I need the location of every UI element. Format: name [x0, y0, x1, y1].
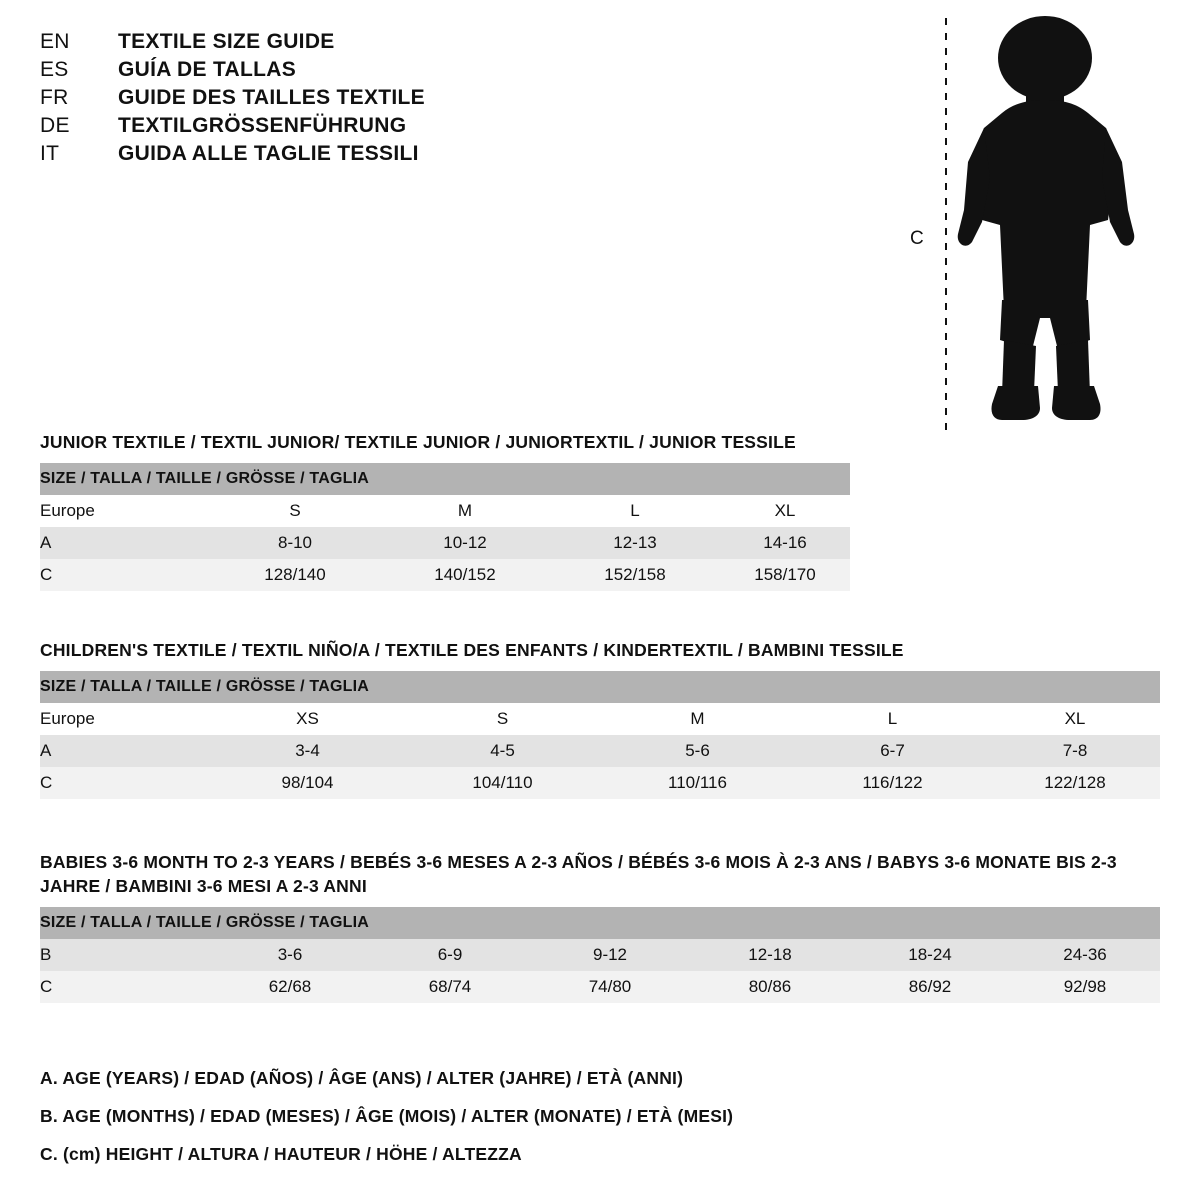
- header-row-de: [40, 114, 800, 138]
- header-row-es: [40, 58, 800, 82]
- cell-value: 14-16: [720, 527, 850, 559]
- cell-value: 10-12: [380, 527, 550, 559]
- cell-value: 7-8: [990, 735, 1160, 767]
- cell-value: 104/110: [405, 767, 600, 799]
- legend-item-c: C. (cm) HEIGHT / ALTURA / HAUTEUR / HÖHE / ALTEZZA: [40, 1144, 522, 1164]
- cell-value: 68/74: [370, 971, 530, 1003]
- section-children-textile: [40, 638, 1160, 799]
- language-code-fr: FR: [40, 86, 69, 109]
- row-label-b: B: [40, 939, 210, 971]
- cell-value: 110/116: [600, 767, 795, 799]
- cell-value: 86/92: [850, 971, 1010, 1003]
- cell-value: XL: [990, 703, 1160, 735]
- row-label-c: C: [40, 559, 210, 591]
- row-label-europe: Europe: [40, 703, 210, 735]
- cell-value: 6-9: [370, 939, 530, 971]
- section-babies-textile: [40, 850, 1160, 1003]
- cell-value: 3-6: [210, 939, 370, 971]
- cell-value: 116/122: [795, 767, 990, 799]
- language-code-it: IT: [40, 142, 60, 165]
- row-label-a: A: [40, 527, 210, 559]
- section-junior-textile: [40, 430, 1160, 591]
- cell-value: 9-12: [530, 939, 690, 971]
- header-row-en: [40, 30, 800, 54]
- table-band-header: [40, 463, 850, 495]
- row-label-c: C: [40, 971, 210, 1003]
- header-title-es: GUÍA DE TALLAS: [118, 58, 297, 81]
- table-row: [40, 703, 1160, 735]
- cell-value: 128/140: [210, 559, 380, 591]
- height-marker-label: C: [910, 228, 924, 249]
- cell-value: 152/158: [550, 559, 720, 591]
- header-row-it: [40, 142, 800, 166]
- legend-item-a: A. AGE (YEARS) / EDAD (AÑOS) / ÂGE (ANS) / ALTER (JAHRE) / ETÀ (ANNI): [40, 1068, 684, 1088]
- language-code-es: ES: [40, 58, 69, 81]
- table-row: [40, 971, 1160, 1003]
- band-label-babies: SIZE / TALLA / TAILLE / GRÖSSE / TAGLIA: [40, 907, 1160, 939]
- cell-value: S: [210, 495, 380, 527]
- header-title-it: GUIDA ALLE TAGLIE TESSILI: [118, 142, 419, 165]
- children-size-table: [40, 671, 1160, 799]
- cell-value: 5-6: [600, 735, 795, 767]
- cell-value: 3-4: [210, 735, 405, 767]
- child-silhouette-icon: [940, 10, 1150, 430]
- cell-value: 92/98: [1010, 971, 1160, 1003]
- cell-value: 158/170: [720, 559, 850, 591]
- cell-value: S: [405, 703, 600, 735]
- cell-value: L: [795, 703, 990, 735]
- cell-value: M: [600, 703, 795, 735]
- cell-value: L: [550, 495, 720, 527]
- header-title-fr: GUIDE DES TAILLES TEXTILE: [118, 86, 425, 109]
- language-code-de: DE: [40, 114, 70, 137]
- cell-value: XL: [720, 495, 850, 527]
- height-measurement-figure: [900, 10, 1180, 430]
- band-label-children: SIZE / TALLA / TAILLE / GRÖSSE / TAGLIA: [40, 671, 1160, 703]
- section-title-junior: JUNIOR TEXTILE / TEXTIL JUNIOR/ TEXTILE JUNIOR / JUNIORTEXTIL / JUNIOR TESSILE: [40, 432, 796, 452]
- cell-value: 8-10: [210, 527, 380, 559]
- table-row: [40, 495, 850, 527]
- table-band-header: [40, 907, 1160, 939]
- language-code-en: EN: [40, 30, 70, 53]
- junior-size-table: [40, 463, 850, 591]
- cell-value: 4-5: [405, 735, 600, 767]
- table-row: [40, 767, 1160, 799]
- babies-size-table: [40, 907, 1160, 1003]
- table-row: [40, 939, 1160, 971]
- row-label-a: A: [40, 735, 210, 767]
- cell-value: 98/104: [210, 767, 405, 799]
- row-label-europe: Europe: [40, 495, 210, 527]
- header-title-de: TEXTILGRÖSSENFÜHRUNG: [118, 114, 407, 137]
- cell-value: 12-18: [690, 939, 850, 971]
- cell-value: 6-7: [795, 735, 990, 767]
- section-title-children: CHILDREN'S TEXTILE / TEXTIL NIÑO/A / TEXTILE DES ENFANTS / KINDERTEXTIL / BAMBINI TESSILE: [40, 640, 904, 660]
- cell-value: M: [380, 495, 550, 527]
- legend: [40, 1068, 1140, 1182]
- header-row-fr: [40, 86, 800, 110]
- table-row: [40, 559, 850, 591]
- cell-value: 140/152: [380, 559, 550, 591]
- cell-value: 12-13: [550, 527, 720, 559]
- section-title-babies: BABIES 3-6 MONTH TO 2-3 YEARS / BEBÉS 3-6 MESES A 2-3 AÑOS / BÉBÉS 3-6 MOIS À 2-3 ANS / BABYS 3-6 MONATE BIS 2-3 JAHRE / BAMBINI 3-6 MESI A 2-3 ANNI: [40, 852, 1117, 897]
- legend-item-b: B. AGE (MONTHS) / EDAD (MESES) / ÂGE (MOIS) / ALTER (MONATE) / ETÀ (MESI): [40, 1106, 734, 1126]
- table-row: [40, 527, 850, 559]
- row-label-c: C: [40, 767, 210, 799]
- cell-value: 122/128: [990, 767, 1160, 799]
- table-band-header: [40, 671, 1160, 703]
- header-title-en: TEXTILE SIZE GUIDE: [118, 30, 335, 53]
- cell-value: XS: [210, 703, 405, 735]
- cell-value: 62/68: [210, 971, 370, 1003]
- cell-value: 74/80: [530, 971, 690, 1003]
- cell-value: 18-24: [850, 939, 1010, 971]
- cell-value: 24-36: [1010, 939, 1160, 971]
- table-row: [40, 735, 1160, 767]
- cell-value: 80/86: [690, 971, 850, 1003]
- band-label-junior: SIZE / TALLA / TAILLE / GRÖSSE / TAGLIA: [40, 463, 850, 495]
- size-guide-header: [40, 30, 800, 170]
